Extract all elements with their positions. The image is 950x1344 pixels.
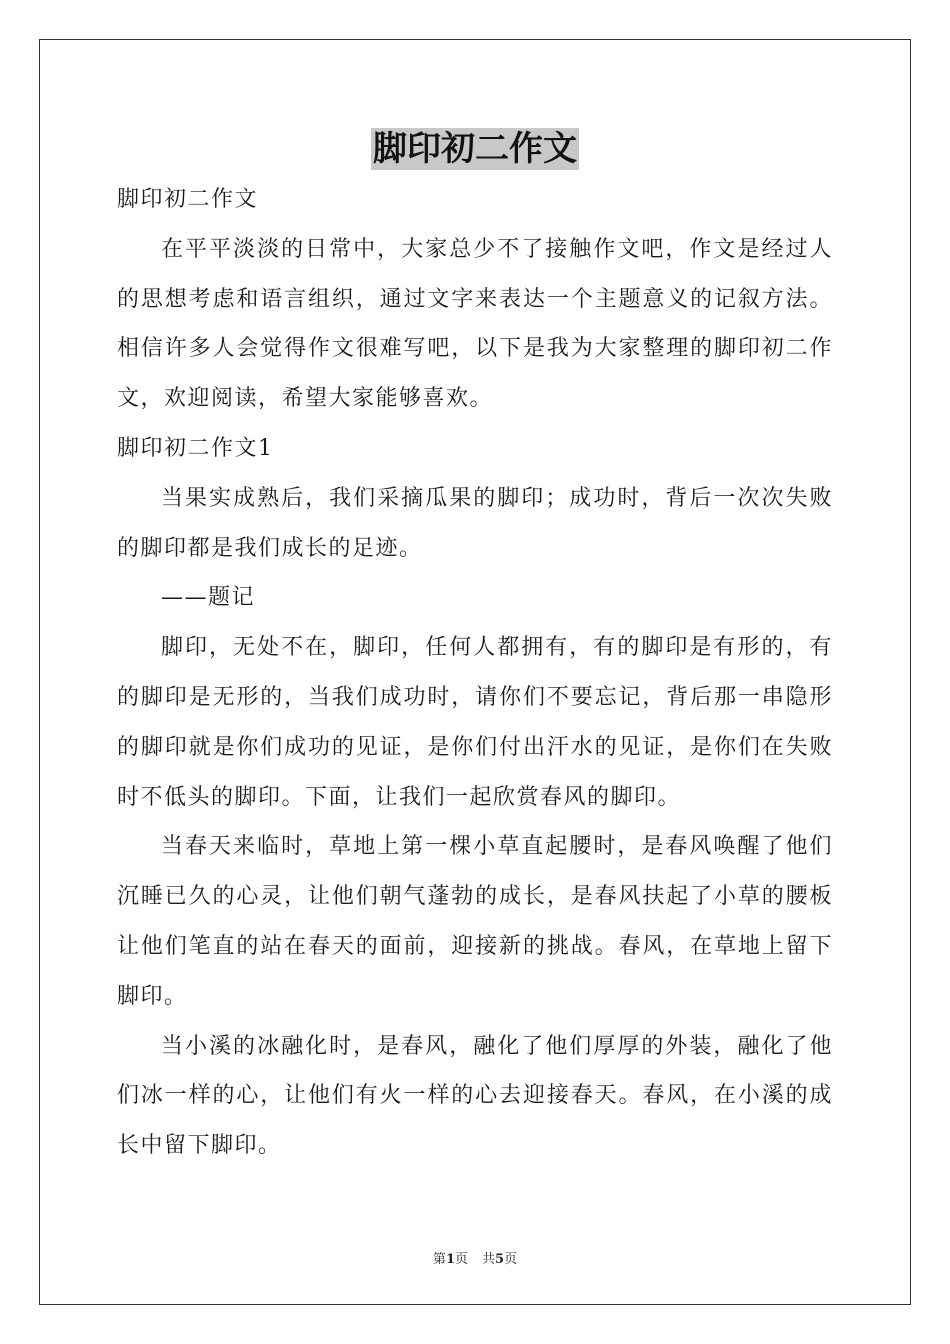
footer-current-page: 1 — [445, 1252, 455, 1267]
footer-total-pages: 5 — [495, 1252, 505, 1267]
footer-page-suffix: 页 — [454, 1252, 468, 1267]
body-paragraph: 脚印，无处不在，脚印，任何人都拥有，有的脚印是有形的，有的脚印是无形的，当我们成功时，请你们不要忘记，背后那一串隐形的脚印就是你们成功的见证，是你们付出汗水的见证，是你们在失败时不低头的脚印。下面，让我们一起欣赏春风的脚印。 — [117, 635, 833, 810]
title-container — [0, 128, 950, 170]
page-footer — [0, 1248, 950, 1267]
document-body — [117, 175, 833, 1171]
body-paragraph: 当春天来临时，草地上第一棵小草直起腰时，是春风唤醒了他们沉睡已久的心灵，让他们朝气蓬勃的成长，是春风扶起了小草的腰板让他们笔直的站在春天的面前，迎接新的挑战。春风，在草地上留下脚印。 — [117, 834, 833, 1009]
footer-total-suffix: 页 — [504, 1252, 518, 1267]
epigraph-attribution: ——题记 — [161, 585, 256, 611]
document-title: 脚印初二作文 — [373, 129, 577, 169]
intro-paragraph: 在平平淡淡的日常中，大家总少不了接触作文吧，作文是经过人的思想考虑和语言组织，通过文字来表达一个主题意义的记叙方法。相信许多人会觉得作文很难写吧，以下是我为大家整理的脚印初二作文，欢迎阅读，希望大家能够喜欢。 — [117, 236, 833, 412]
body-paragraph: 当小溪的冰融化时，是春风，融化了他们厚厚的外装，融化了他们冰一样的心，让他们有火一样的心去迎接春天。春风，在小溪的成长中留下脚印。 — [117, 1033, 833, 1159]
subtitle-heading: 脚印初二作文 — [117, 187, 259, 212]
footer-total-prefix: 共 — [482, 1252, 496, 1267]
footer-prefix: 第 — [432, 1252, 446, 1267]
epigraph-paragraph: 当果实成熟后，我们采摘瓜果的脚印；成功时，背后一次次失败的脚印都是我们成长的足迹。 — [117, 485, 833, 561]
essay-heading: 脚印初二作文1 — [117, 435, 274, 461]
